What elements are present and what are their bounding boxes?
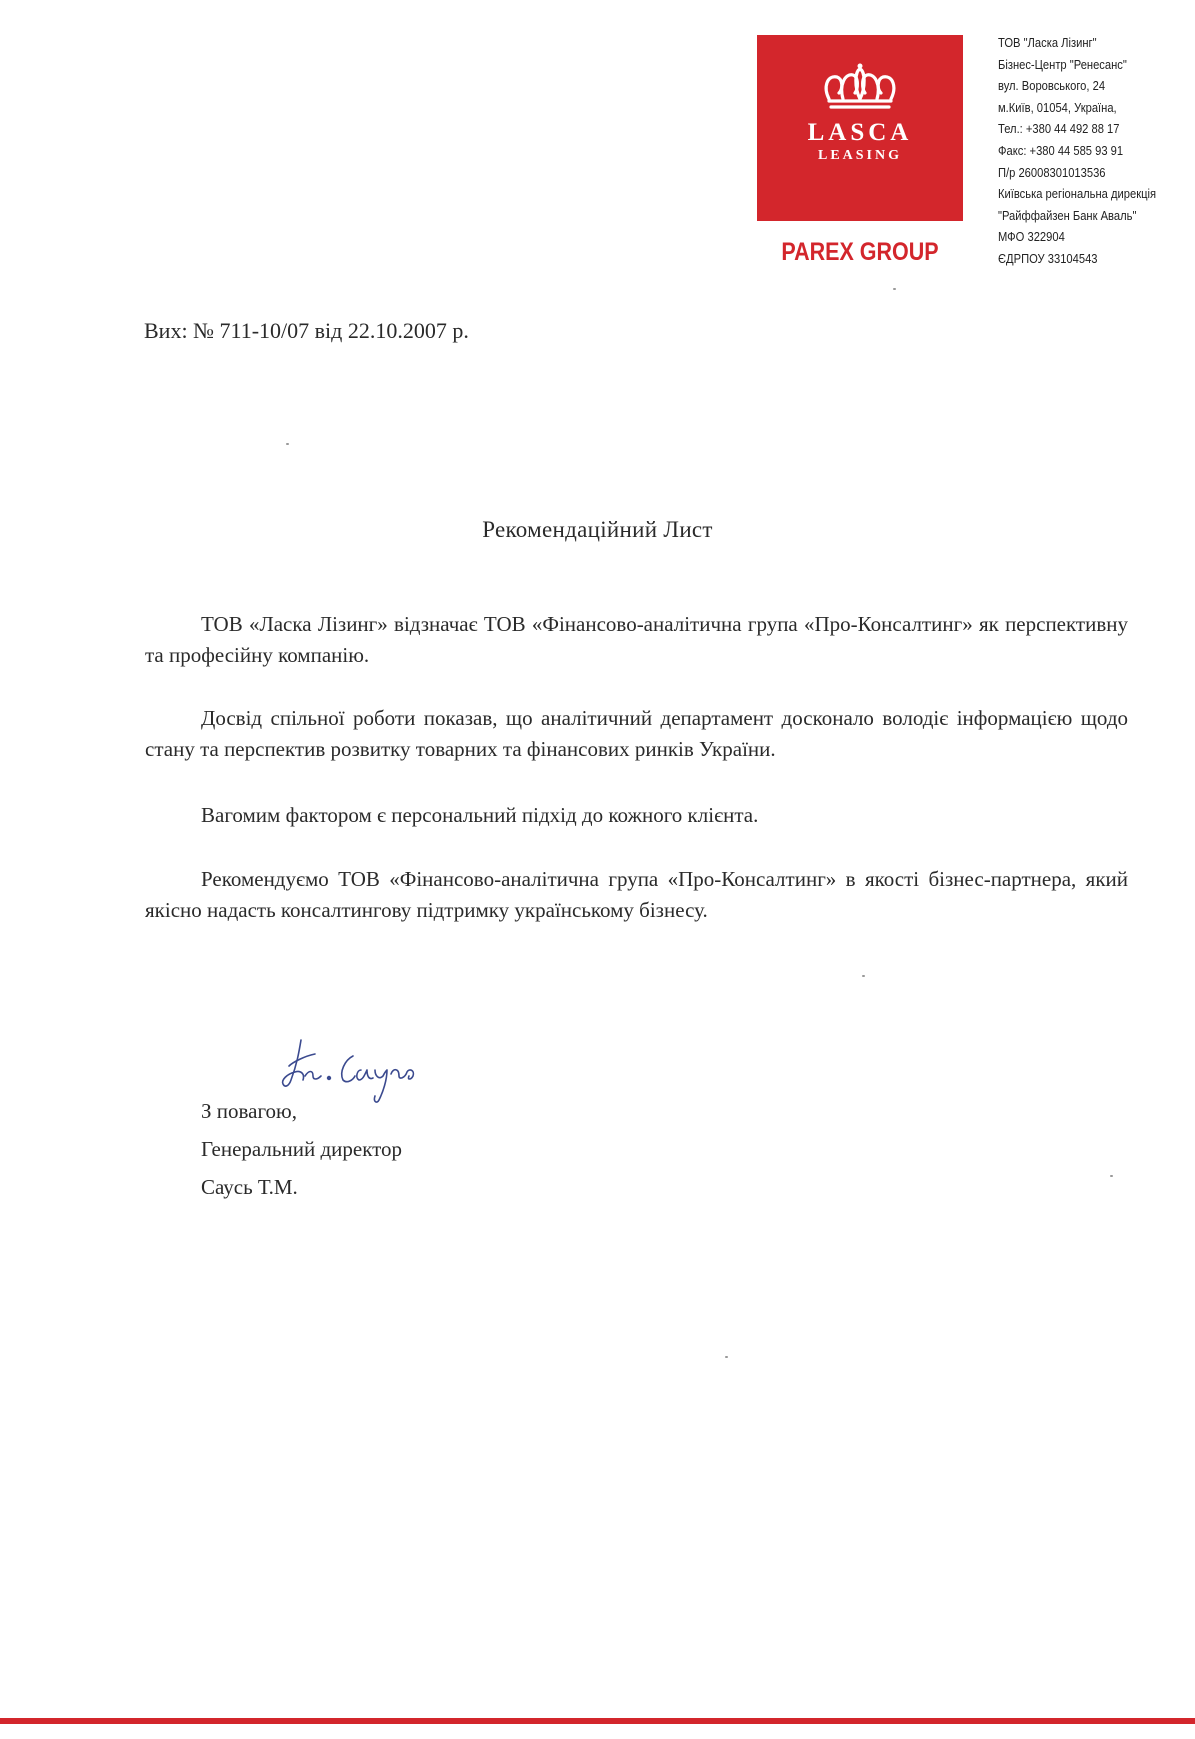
details-line-account: П/р 26008301013536 <box>998 164 1106 180</box>
outgoing-reference: Вих: № 711-10/07 від 22.10.2007 р. <box>144 318 469 343</box>
crown-icon <box>821 63 899 111</box>
company-logo <box>757 35 963 221</box>
details-line-mfo: МФО 322904 <box>998 229 1065 245</box>
paragraph-4: Рекомендуємо ТОВ «Фінансово-аналітична група «Про-Консалтинг» в якості бізнес-партнера, який якісно надасть консалтингову підтримку українському бізнесу. <box>145 867 1128 922</box>
company-details <box>998 32 1193 270</box>
scan-speck <box>286 443 289 445</box>
paragraph-1: ТОВ «Ласка Лізинг» відзначає ТОВ «Фінансово-аналітична група «Про-Консалтинг» як перспективну та професійну компанію. <box>145 612 1128 667</box>
details-line-city: м.Київ, 01054, Україна, <box>998 99 1117 115</box>
closing-block <box>201 1092 402 1206</box>
scan-speck <box>725 1356 728 1358</box>
paragraph-2: Досвід спільної роботи показав, що аналітичний департамент досконало володіє інформацією щодо стану та перспектив розвитку товарних та фінансових ринків України. <box>145 706 1128 761</box>
details-line-edrpou: ЄДРПОУ 33104543 <box>998 250 1098 266</box>
document-title: Рекомендаційний Лист <box>482 517 713 542</box>
details-line-bank-name: "Райффайзен Банк Аваль" <box>998 207 1137 223</box>
details-line-fax: Факс: +380 44 585 93 91 <box>998 142 1124 158</box>
details-line-company: ТОВ "Ласка Лізинг" <box>998 35 1097 50</box>
details-line-phone: Тел.: +380 44 492 88 17 <box>998 121 1120 137</box>
logo-text-leasing: LEASING <box>817 148 903 163</box>
scan-speck <box>862 975 865 977</box>
group-name: PAREX GROUP <box>781 238 939 266</box>
signer-name: Саусь Т.М. <box>201 1175 298 1199</box>
footer-red-line <box>0 1718 1195 1724</box>
paragraph-3: Вагомим фактором є персональний підхід до кожного клієнта. <box>201 803 759 827</box>
scan-speck <box>893 288 896 290</box>
details-line-bank-branch: Київська регіональна дирекція <box>998 186 1157 202</box>
signer-position: Генеральний директор <box>201 1137 403 1161</box>
logo-text-lasca: LASCA <box>807 119 913 146</box>
scan-speck <box>1110 1175 1113 1177</box>
details-line-street: вул. Воровського, 24 <box>998 78 1106 94</box>
closing-regards: З повагою, <box>201 1099 297 1123</box>
details-line-business-center: Бізнес-Центр "Ренесанс" <box>998 56 1127 72</box>
